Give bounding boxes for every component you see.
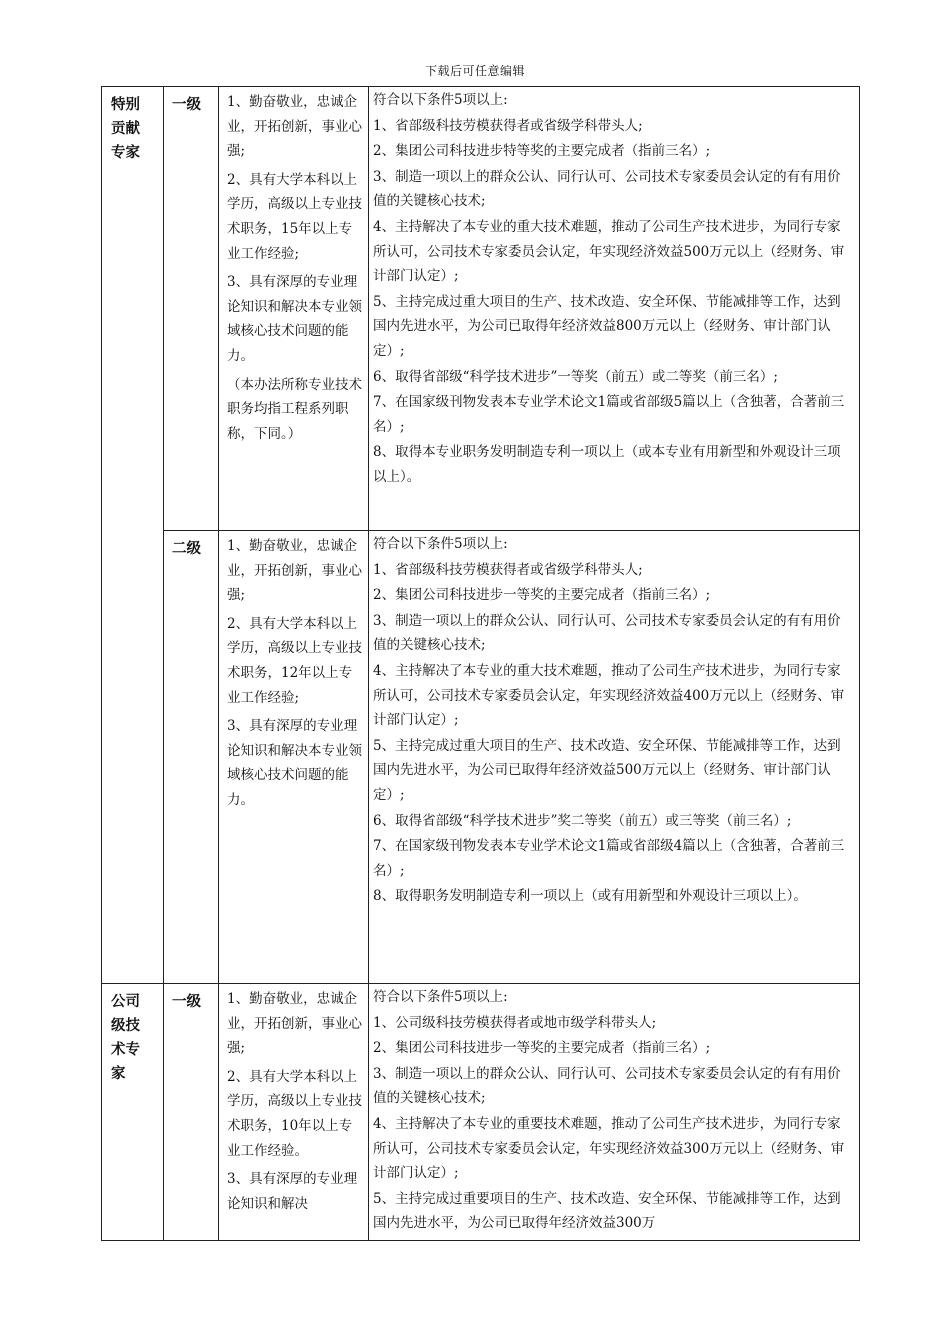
header-note: 下载后可任意编辑 <box>424 64 525 78</box>
level-label: 一级 <box>172 97 201 113</box>
condition-item: 3、制造一项以上的群众公认、同行认可、公司技术专家委员会认定的有有用价值的关键核心技术; <box>373 168 841 210</box>
condition-item: 1、公司级科技劳模获得者或地市级学科带头人; <box>373 1014 657 1031</box>
requirement-item: 1、勤奋敬业，忠诚企业，开拓创新，事业心强; <box>227 991 362 1057</box>
requirement-item: 2、具有大学本科以上学历，高级以上专业技术职务，12年以上专业工作经验; <box>227 615 362 706</box>
category-line: 级技 <box>111 1018 140 1034</box>
category-cell <box>102 984 164 1241</box>
condition-item: 4、主持解决了本专业的重大技术难题，推动了公司生产技术进步，为同行专家所认可，公司技术专家委员会认定，年实现经济效益400万元以上（经财务、审计部门认定）; <box>373 662 845 729</box>
requirement-item: 3、具有深厚的专业理论知识和解决本专业领域核心技术问题的能力。 <box>227 274 362 364</box>
level-cell <box>164 531 219 984</box>
condition-intro: 符合以下条件5项以上: <box>373 92 508 108</box>
requirement-item: 2、具有大学本科以上学历，高级以上专业技术职务，15年以上专业工作经验; <box>227 171 362 262</box>
category-line: 专家 <box>111 145 140 161</box>
category-cell <box>102 87 164 984</box>
condition-item: 2、集团公司科技进步一等奖的主要完成者（指前三名）; <box>373 1040 711 1057</box>
conditions-cell <box>369 531 860 984</box>
condition-intro: 符合以下条件5项以上: <box>373 536 508 552</box>
conditions-cell <box>369 87 860 531</box>
category-line: 公司 <box>111 994 140 1010</box>
level-label: 二级 <box>172 541 201 557</box>
condition-item: 1、省部级科技劳模获得者或省级学科带头人; <box>373 561 643 578</box>
condition-item: 8、取得本专业职务发明制造专利一项以上（或本专业有用新型和外观设计三项以上）。 <box>373 444 841 485</box>
level-label: 一级 <box>172 994 201 1010</box>
condition-item: 3、制造一项以上的群众公认、同行认可、公司技术专家委员会认定的有有用价值的关键核心技术; <box>373 1065 841 1107</box>
condition-item: 1、省部级科技劳模获得者或省级学科带头人; <box>373 117 643 134</box>
table-row <box>102 984 860 1241</box>
table-row <box>102 531 860 984</box>
category-line: 术专 <box>111 1042 140 1058</box>
requirement-note: （本办法所称专业技术职务均指工程系列职称，下同。） <box>227 376 362 442</box>
level-cell <box>164 984 219 1241</box>
requirement-item: 3、具有深厚的专业理论知识和解决本专业领域核心技术问题的能力。 <box>227 718 362 808</box>
condition-intro: 符合以下条件5项以上: <box>373 989 508 1005</box>
requirement-item: 1、勤奋敬业，忠诚企业，开拓创新，事业心强; <box>227 538 362 604</box>
condition-item: 6、取得省部级“科学技术进步”一等奖（前五）或二等奖（前三名）; <box>373 368 778 385</box>
condition-item: 4、主持解决了本专业的重要技术难题，推动了公司生产技术进步，为同行专家所认可，公司技术专家委员会认定，年实现经济效益300万元以上（经财务、审计部门认定）; <box>373 1115 845 1182</box>
table-row <box>102 87 860 531</box>
condition-item: 5、主持完成过重大项目的生产、技术改造、安全环保、节能减排等工作，达到国内先进水平，为公司已取得年经济效益500万元以上（经财务、审计部门认定）; <box>373 737 841 803</box>
category-line: 贡献 <box>111 121 140 137</box>
condition-item: 7、在国家级刊物发表本专业学术论文1篇或省部级5篇以上（含独著，合著前三名）; <box>373 394 845 435</box>
conditions-cell <box>369 984 860 1241</box>
condition-item: 7、在国家级刊物发表本专业学术论文1篇或省部级4篇以上（含独著，合著前三名）; <box>373 838 845 879</box>
condition-item: 4、主持解决了本专业的重大技术难题，推动了公司生产技术进步，为同行专家所认可，公司技术专家委员会认定，年实现经济效益500万元以上（经财务、审计部门认定）; <box>373 218 845 285</box>
requirements-cell <box>219 984 369 1241</box>
condition-item: 2、集团公司科技进步特等奖的主要完成者（指前三名）; <box>373 143 711 160</box>
category-line: 特别 <box>111 97 140 113</box>
requirements-cell <box>219 531 369 984</box>
level-cell <box>164 87 219 531</box>
condition-item: 5、主持完成过重大项目的生产、技术改造、安全环保、节能减排等工作，达到国内先进水平，为公司已取得年经济效益800万元以上（经财务、审计部门认定）; <box>373 293 841 359</box>
requirement-item: 2、具有大学本科以上学历，高级以上专业技术职务，10年以上专业工作经验。 <box>227 1068 362 1159</box>
condition-item: 8、取得职务发明制造专利一项以上（或有用新型和外观设计三项以上）。 <box>373 888 807 905</box>
requirement-item: 3、具有深厚的专业理论知识和解决 <box>227 1171 358 1212</box>
category-line: 家 <box>111 1066 126 1082</box>
condition-item: 5、主持完成过重要项目的生产、技术改造、安全环保、节能减排等工作，达到国内先进水平，为公司已取得年经济效益300万 <box>373 1190 841 1232</box>
condition-item: 3、制造一项以上的群众公认、同行认可、公司技术专家委员会认定的有有用价值的关键核心技术; <box>373 612 841 654</box>
requirement-item: 1、勤奋敬业，忠诚企业，开拓创新，事业心强; <box>227 94 362 160</box>
expert-criteria-table <box>101 86 860 1241</box>
requirements-cell <box>219 87 369 531</box>
condition-item: 6、取得省部级“科学技术进步”奖二等奖（前五）或三等奖（前三名）; <box>373 812 792 829</box>
condition-item: 2、集团公司科技进步一等奖的主要完成者（指前三名）; <box>373 587 711 604</box>
